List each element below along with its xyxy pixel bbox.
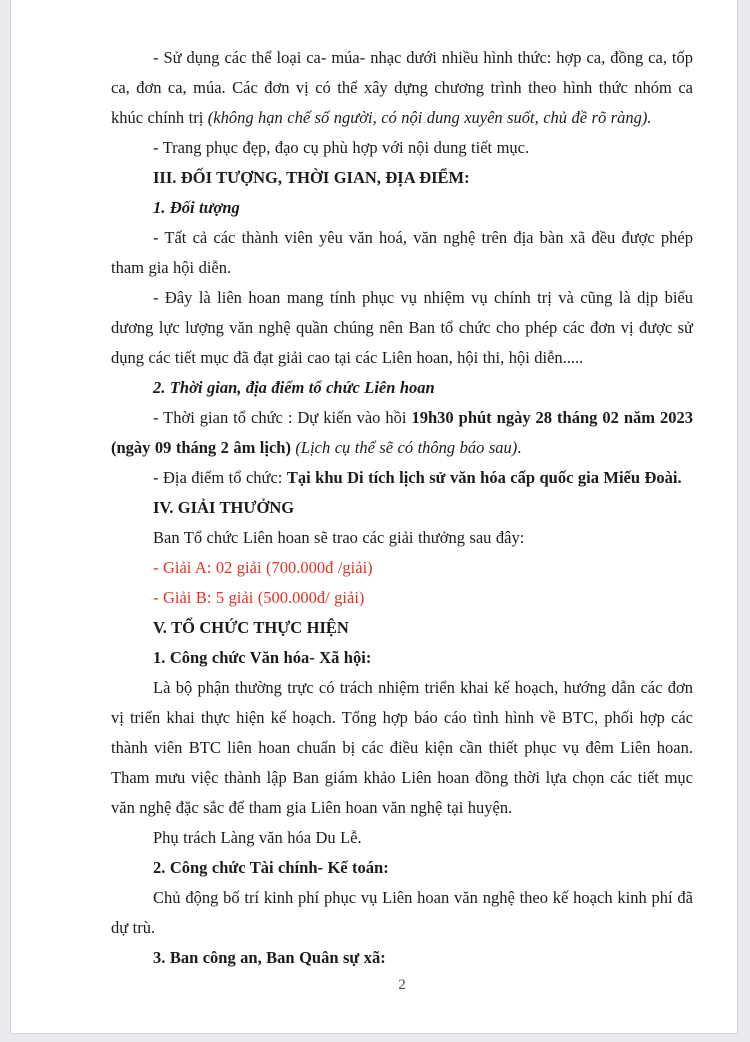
text-run: - Trang phục đẹp, đạo cụ phù hợp với nội dung tiết mục. (153, 138, 530, 157)
text-run: . (517, 438, 522, 457)
body-paragraph (111, 43, 693, 133)
sub-heading (111, 853, 693, 883)
body-paragraph (111, 223, 693, 283)
text-run: - Giải A: 02 giải (700.000đ /giải) (153, 558, 373, 577)
sub-heading (111, 943, 693, 973)
body-paragraph (111, 673, 693, 823)
text-run: IV. GIẢI THƯỞNG (153, 498, 295, 517)
sub-heading (111, 643, 693, 673)
text-run: III. ĐỐI TƯỢNG, THỜI GIAN, ĐỊA ĐIỂM: (153, 168, 470, 187)
prize-line (111, 553, 693, 583)
page-number: 2 (398, 977, 406, 993)
text-run: 2. Công chức Tài chính- Kế toán: (153, 858, 389, 877)
text-run: - Thời gian tổ chức : Dự kiến vào hồi (153, 408, 412, 427)
text-run: - Tất cả các thành viên yêu văn hoá, văn nghệ trên địa bàn xã đều được phép tham gia hội diễn. (111, 228, 693, 277)
text-run: (Lịch cụ thể sẽ có thông báo sau) (295, 438, 518, 457)
section-heading (111, 493, 693, 523)
body-paragraph (111, 133, 693, 163)
text-run: (không hạn chế số người, có nội dung xuyên suốt, chủ đề rõ ràng). (207, 108, 652, 127)
document-body (111, 43, 693, 973)
text-run: - Đây là liên hoan mang tính phục vụ nhiệm vụ chính trị và cũng là dịp biểu dương lực lượng văn nghệ quần chúng nên Ban tổ chức cho phép các đơn vị được sử dụng các tiết mục đã đạt giải cao tại các Liên hoan, hội thi, hội diễn..... (111, 288, 693, 367)
document-page (10, 0, 738, 1034)
body-paragraph (111, 283, 693, 373)
text-run: 1. Công chức Văn hóa- Xã hội: (153, 648, 372, 667)
body-paragraph (111, 403, 693, 463)
text-run: - Sử dụng các thể loại ca- múa- nhạc dưới nhiều hình thức: hợp ca, đồng ca, tốp ca, đơn ca, múa. Các đơn vị có thể xây dựng chương trình theo hình thức nhóm ca khúc chính trị (111, 48, 693, 127)
text-run: Ban Tổ chức Liên hoan sẽ trao các giải thưởng sau đây: (153, 528, 525, 547)
body-paragraph (111, 523, 693, 553)
body-paragraph (111, 823, 693, 853)
text-run: Chủ động bố trí kinh phí phục vụ Liên hoan văn nghệ theo kế hoạch kinh phí đã dự trù. (111, 888, 693, 937)
text-run: 1. Đối tượng (153, 198, 240, 217)
sub-heading (111, 373, 693, 403)
text-run: Là bộ phận thường trực có trách nhiệm triển khai kế hoạch, hướng dẫn các đơn vị triển khai thực hiện kế hoạch. Tổng hợp báo cáo tình hình về BTC, phối hợp các thành viên BTC liên hoan chuẩn bị các điều kiện cần thiết phục vụ đêm Liên hoan. Tham mưu việc thành lập Ban giám khảo Liên hoan đồng thời lựa chọn các tiết mục văn nghệ đặc sắc để tham gia Liên hoan văn nghệ tại huyện. (111, 678, 693, 817)
text-run: 19h30 phút ngày 28 tháng 02 năm 2023 (ngày 09 tháng 2 âm lịch) (111, 408, 693, 457)
text-run: V. TỔ CHỨC THỰC HIỆN (153, 618, 349, 637)
text-run: 2. Thời gian, địa điểm tổ chức Liên hoan (153, 378, 435, 397)
text-run: - Giải B: 5 giải (500.000đ/ giải) (153, 588, 365, 607)
text-run: 3. Ban công an, Ban Quân sự xã: (153, 948, 386, 967)
body-paragraph (111, 463, 693, 493)
section-heading (111, 163, 693, 193)
body-paragraph (111, 883, 693, 943)
text-run: Phụ trách Làng văn hóa Du Lễ. (153, 828, 362, 847)
section-heading (111, 613, 693, 643)
sub-heading (111, 193, 693, 223)
text-run: Tại khu Di tích lịch sử văn hóa cấp quốc gia Miếu Đoài. (286, 468, 682, 487)
text-run: - Địa điểm tổ chức: (153, 468, 287, 487)
prize-line (111, 583, 693, 613)
